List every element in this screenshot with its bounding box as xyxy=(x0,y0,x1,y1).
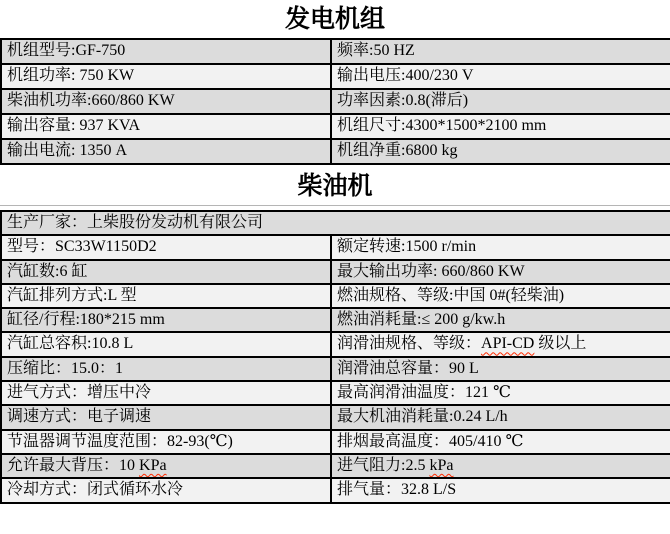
spec-cell: 调速方式：电子调速 xyxy=(1,405,331,429)
spec-cell: 进气方式：增压中冷 xyxy=(1,381,331,405)
spec-table-row xyxy=(1,64,670,89)
spec-cell: 型号：SC33W1150D2 xyxy=(1,235,331,259)
spec-cell: 输出电流: 1350 A xyxy=(1,139,331,164)
spec-table-row xyxy=(1,235,670,259)
spec-cell: 输出容量: 937 KVA xyxy=(1,114,331,139)
spec-cell: 最大输出功率: 660/860 KW xyxy=(331,260,670,284)
spec-cell: 压缩比：15.0：1 xyxy=(1,357,331,381)
spellcheck-flagged-term: kPa xyxy=(429,456,454,474)
spec-table-row xyxy=(1,211,670,235)
spec-table-row xyxy=(1,478,670,502)
spec-cell: 机组型号:GF-750 xyxy=(1,39,331,64)
spec-table-row xyxy=(1,430,670,454)
spec-table-row xyxy=(1,114,670,139)
spec-cell: 最大机油消耗量:0.24 L/h xyxy=(331,405,670,429)
spec-cell: 生产厂家：上柴股份发动机有限公司 xyxy=(1,211,670,235)
diesel-engine-spec-table xyxy=(0,210,670,504)
generator-section-title: 发电机组 xyxy=(284,6,385,33)
spec-table-row xyxy=(1,454,670,478)
spec-cell: 额定转速:1500 r/min xyxy=(331,235,670,259)
spec-cell: 最高润滑油温度：121 ℃ xyxy=(331,381,670,405)
spec-table-row xyxy=(1,39,670,64)
spec-table-row xyxy=(1,308,670,332)
spec-cell: 汽缸数:6 缸 xyxy=(1,260,331,284)
section-divider-line xyxy=(0,205,670,206)
spec-cell: 进气阻力:2.5 kPa xyxy=(331,454,670,478)
spec-cell: 冷却方式：闭式循环水冷 xyxy=(1,478,331,502)
spec-cell: 润滑油规格、等级：API-CD 级以上 xyxy=(331,332,670,356)
spec-cell: 燃油消耗量:≤ 200 g/kw.h xyxy=(331,308,670,332)
spec-cell: 输出电压:400/230 V xyxy=(331,64,670,89)
spec-table-row xyxy=(1,405,670,429)
spec-table-row xyxy=(1,89,670,114)
spec-cell: 机组功率: 750 KW xyxy=(1,64,331,89)
spec-cell: 柴油机功率:660/860 KW xyxy=(1,89,331,114)
spec-table-row xyxy=(1,139,670,164)
spec-cell: 机组净重:6800 kg xyxy=(331,139,670,164)
spec-cell: 节温器调节温度范围：82-93(℃) xyxy=(1,430,331,454)
spec-table-row xyxy=(1,357,670,381)
diesel-engine-section-title: 柴油机 xyxy=(297,173,373,200)
spec-table-row xyxy=(1,260,670,284)
spec-cell: 频率:50 HZ xyxy=(331,39,670,64)
spellcheck-flagged-term: API-CD xyxy=(481,335,535,353)
spellcheck-flagged-term: KPa xyxy=(139,456,167,474)
generator-spec-table xyxy=(0,38,670,165)
spec-cell: 排气量：32.8 L/S xyxy=(331,478,670,502)
spec-cell: 允许最大背压：10 KPa xyxy=(1,454,331,478)
spec-cell: 缸径/行程:180*215 mm xyxy=(1,308,331,332)
spec-cell: 汽缸总容积:10.8 L xyxy=(1,332,331,356)
spec-table-row xyxy=(1,381,670,405)
spec-cell: 燃油规格、等级:中国 0#(轻柴油) xyxy=(331,284,670,308)
spec-cell: 润滑油总容量：90 L xyxy=(331,357,670,381)
spec-cell: 汽缸排列方式:L 型 xyxy=(1,284,331,308)
spec-cell: 排烟最高温度：405/410 ℃ xyxy=(331,430,670,454)
spec-table-row xyxy=(1,284,670,308)
spec-cell: 机组尺寸:4300*1500*2100 mm xyxy=(331,114,670,139)
spec-table-row xyxy=(1,332,670,356)
spec-cell: 功率因素:0.8(滞后) xyxy=(331,89,670,114)
